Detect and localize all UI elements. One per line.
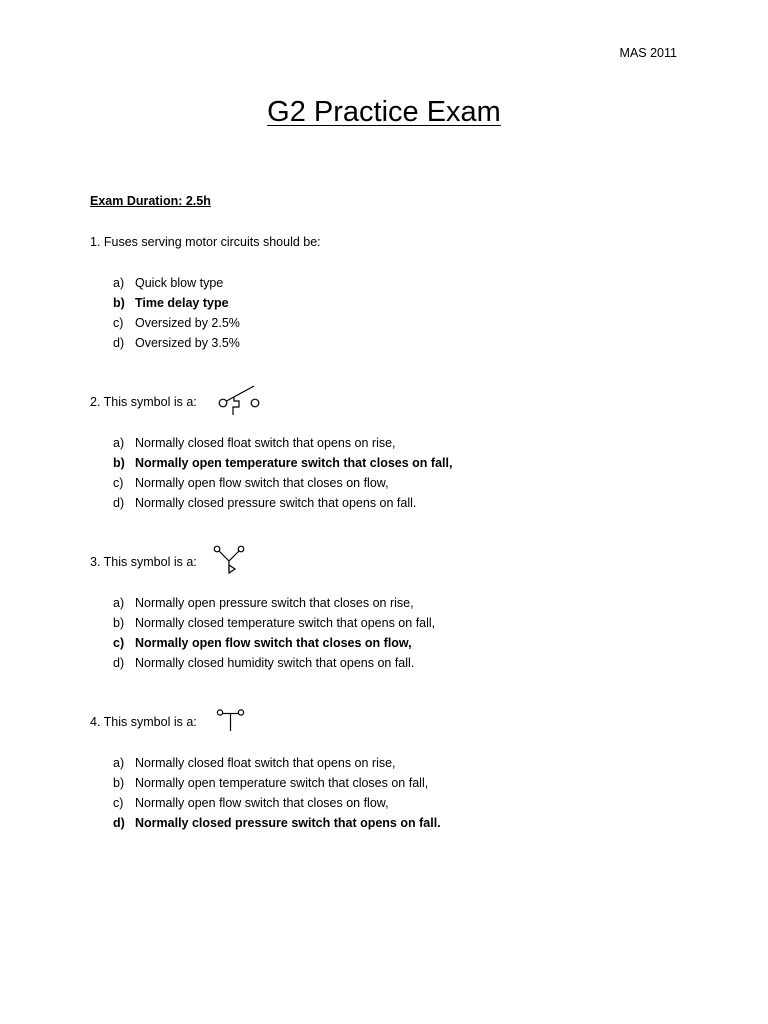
- question-1: [90, 233, 690, 353]
- question-3-option-b: [90, 613, 690, 633]
- question-3-option-a: [90, 593, 690, 613]
- question-1-option-b: [90, 293, 690, 313]
- question-2-option-b: [90, 453, 690, 473]
- option-text: Normally open temperature switch that closes on fall,: [135, 456, 453, 470]
- question-4-stem-text: 4. This symbol is a:: [90, 715, 197, 729]
- document-code: MAS 2011: [619, 46, 677, 60]
- option-text: Normally closed pressure switch that opens on fall.: [135, 496, 417, 510]
- option-text: Time delay type: [135, 296, 229, 310]
- question-2-option-c: [90, 473, 690, 493]
- option-text: Normally open pressure switch that closes on rise,: [135, 596, 414, 610]
- question-2-stem: [90, 393, 690, 411]
- question-4: [90, 713, 690, 833]
- question-2-option-d: [90, 493, 690, 513]
- exam-duration: Exam Duration: 2.5h: [90, 194, 211, 208]
- option-text: Normally open flow switch that closes on flow,: [135, 796, 389, 810]
- question-3: [90, 553, 690, 673]
- option-letter: a): [113, 756, 125, 770]
- question-2: [90, 393, 690, 513]
- option-letter: a): [113, 596, 125, 610]
- option-letter: a): [113, 436, 125, 450]
- question-4-option-a: [90, 753, 690, 773]
- option-letter: b): [113, 456, 125, 470]
- question-3-stem: [90, 553, 690, 571]
- option-letter: c): [113, 476, 124, 490]
- option-letter: b): [113, 776, 125, 790]
- question-4-options: [90, 753, 690, 833]
- question-1-option-d: [90, 333, 690, 353]
- question-4-stem: [90, 713, 690, 731]
- question-2-option-a: [90, 433, 690, 453]
- question-3-option-c: [90, 633, 690, 653]
- option-text: Normally open flow switch that closes on flow,: [135, 476, 389, 490]
- question-1-option-c: [90, 313, 690, 333]
- flow-switch-symbol-icon: [210, 545, 250, 581]
- question-3-stem-text: 3. This symbol is a:: [90, 555, 197, 569]
- temperature-switch-symbol-icon: [216, 383, 264, 421]
- option-text: Normally closed float switch that opens on rise,: [135, 756, 396, 770]
- option-text: Normally closed pressure switch that opens on fall.: [135, 816, 441, 830]
- question-3-option-d: [90, 653, 690, 673]
- option-letter: b): [113, 296, 125, 310]
- question-1-options: [90, 273, 690, 353]
- option-letter: d): [113, 336, 125, 350]
- question-1-option-a: [90, 273, 690, 293]
- question-2-stem-text: 2. This symbol is a:: [90, 395, 197, 409]
- option-text: Normally open flow switch that closes on flow,: [135, 636, 412, 650]
- option-letter: d): [113, 496, 125, 510]
- option-text: Normally closed humidity switch that opens on fall.: [135, 656, 415, 670]
- page-title-text: G2 Practice Exam: [267, 96, 501, 128]
- page-title: [0, 96, 768, 129]
- pressure-switch-symbol-icon: [216, 709, 248, 737]
- question-1-stem: 1. Fuses serving motor circuits should be:: [90, 235, 321, 249]
- option-letter: d): [113, 816, 125, 830]
- question-3-options: [90, 593, 690, 673]
- option-text: Normally open temperature switch that closes on fall,: [135, 776, 429, 790]
- option-text: Quick blow type: [135, 276, 224, 290]
- option-text: Normally closed float switch that opens on rise,: [135, 436, 396, 450]
- question-4-option-b: [90, 773, 690, 793]
- option-letter: c): [113, 636, 125, 650]
- option-letter: a): [113, 276, 125, 290]
- option-letter: d): [113, 656, 125, 670]
- question-4-option-d: [90, 813, 690, 833]
- option-text: Oversized by 2.5%: [135, 316, 240, 330]
- option-letter: c): [113, 316, 124, 330]
- option-text: Oversized by 3.5%: [135, 336, 240, 350]
- question-4-option-c: [90, 793, 690, 813]
- option-letter: b): [113, 616, 125, 630]
- option-letter: c): [113, 796, 124, 810]
- option-text: Normally closed temperature switch that opens on fall,: [135, 616, 436, 630]
- question-2-options: [90, 433, 690, 513]
